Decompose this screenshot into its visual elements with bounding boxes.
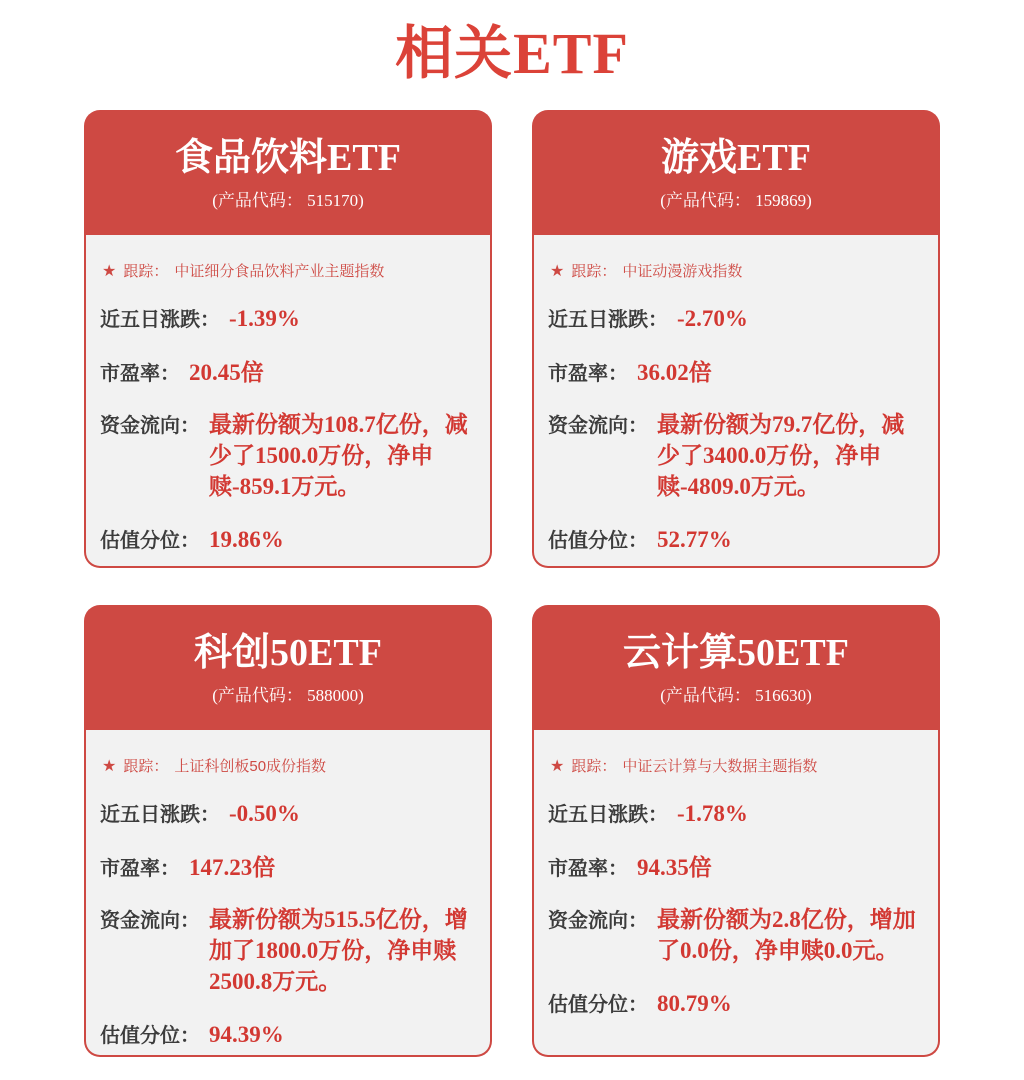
valuation-percentile-row xyxy=(548,524,924,553)
card-header xyxy=(84,110,492,235)
valuation-percentile-row xyxy=(548,988,924,1017)
fund-flow-row xyxy=(100,904,476,997)
five-day-change-value: -1.78% xyxy=(677,801,748,826)
etf-card-star50 xyxy=(84,605,492,1057)
fund-flow-row xyxy=(548,904,924,966)
card-body xyxy=(532,235,940,568)
star-icon: ★ xyxy=(550,263,565,280)
card-body xyxy=(532,730,940,1057)
pe-ratio-row xyxy=(548,354,924,387)
tracking-line xyxy=(102,758,476,776)
five-day-change-row xyxy=(548,798,924,827)
product-code: (产品代码： 159869) xyxy=(660,191,812,210)
card-header xyxy=(84,605,492,730)
five-day-change-label: 近五日涨跌： xyxy=(548,804,668,826)
product-code: (产品代码： 588000) xyxy=(212,686,364,705)
etf-name: 云计算50ETF xyxy=(623,632,849,674)
five-day-change-row xyxy=(100,798,476,827)
five-day-change-row xyxy=(100,303,476,332)
fund-flow-label: 资金流向： xyxy=(100,415,200,437)
five-day-change-row xyxy=(548,303,924,332)
tracking-label: 跟踪： xyxy=(123,758,169,775)
tracking-index: 上证科创板50成份指数 xyxy=(174,758,327,775)
valuation-percentile-value: 52.77% xyxy=(657,527,732,552)
star-icon: ★ xyxy=(102,758,117,775)
etf-cards-grid xyxy=(84,110,940,1057)
pe-ratio-value: 36.02倍 xyxy=(637,360,712,385)
five-day-change-label: 近五日涨跌： xyxy=(100,804,220,826)
star-icon: ★ xyxy=(550,758,565,775)
fund-flow-label: 资金流向： xyxy=(100,910,200,932)
tracking-label: 跟踪： xyxy=(123,263,169,280)
tracking-line xyxy=(102,263,476,281)
tracking-line xyxy=(550,263,924,281)
etf-card-cloud50 xyxy=(532,605,940,1057)
fund-flow-row xyxy=(100,409,476,502)
five-day-change-value: -2.70% xyxy=(677,306,748,331)
fund-flow-value: 最新份额为515.5亿份，增加了1800.0万份，净申赎2500.8万元。 xyxy=(209,907,468,994)
valuation-percentile-label: 估值分位： xyxy=(100,530,200,552)
product-code: (产品代码： 516630) xyxy=(660,686,812,705)
etf-name: 游戏ETF xyxy=(661,137,811,179)
five-day-change-value: -1.39% xyxy=(229,306,300,331)
card-header xyxy=(532,110,940,235)
fund-flow-value: 最新份额为2.8亿份，增加了0.0份，净申赎0.0元。 xyxy=(657,907,916,963)
pe-ratio-row xyxy=(100,849,476,882)
page-title: 相关ETF xyxy=(395,21,629,86)
tracking-index: 中证云计算与大数据主题指数 xyxy=(622,758,818,775)
pe-ratio-label: 市盈率： xyxy=(100,363,180,385)
fund-flow-row xyxy=(548,409,924,502)
fund-flow-label: 资金流向： xyxy=(548,415,648,437)
etf-card-game xyxy=(532,110,940,568)
valuation-percentile-value: 19.86% xyxy=(209,527,284,552)
tracking-label: 跟踪： xyxy=(571,758,617,775)
tracking-index: 中证细分食品饮料产业主题指数 xyxy=(174,263,385,280)
valuation-percentile-value: 94.39% xyxy=(209,1022,284,1047)
five-day-change-value: -0.50% xyxy=(229,801,300,826)
valuation-percentile-label: 估值分位： xyxy=(548,530,648,552)
fund-flow-label: 资金流向： xyxy=(548,910,648,932)
pe-ratio-label: 市盈率： xyxy=(548,363,628,385)
etf-name: 食品饮料ETF xyxy=(175,137,401,179)
card-body xyxy=(84,235,492,568)
tracking-index: 中证动漫游戏指数 xyxy=(622,263,743,280)
tracking-label: 跟踪： xyxy=(571,263,617,280)
fund-flow-value: 最新份额为79.7亿份，减少了3400.0万份，净申赎-4809.0万元。 xyxy=(657,412,905,499)
pe-ratio-label: 市盈率： xyxy=(548,858,628,880)
pe-ratio-row xyxy=(548,849,924,882)
valuation-percentile-label: 估值分位： xyxy=(100,1025,200,1047)
pe-ratio-value: 147.23倍 xyxy=(189,855,276,880)
pe-ratio-label: 市盈率： xyxy=(100,858,180,880)
star-icon: ★ xyxy=(102,263,117,280)
five-day-change-label: 近五日涨跌： xyxy=(100,309,220,331)
pe-ratio-value: 94.35倍 xyxy=(637,855,712,880)
valuation-percentile-label: 估值分位： xyxy=(548,994,648,1016)
card-body xyxy=(84,730,492,1057)
etf-name: 科创50ETF xyxy=(194,632,382,674)
tracking-line xyxy=(550,758,924,776)
valuation-percentile-value: 80.79% xyxy=(657,991,732,1016)
pe-ratio-value: 20.45倍 xyxy=(189,360,264,385)
etf-card-food-beverage xyxy=(84,110,492,568)
card-header xyxy=(532,605,940,730)
valuation-percentile-row xyxy=(100,524,476,553)
valuation-percentile-row xyxy=(100,1019,476,1048)
fund-flow-value: 最新份额为108.7亿份，减少了1500.0万份，净申赎-859.1万元。 xyxy=(209,412,468,499)
product-code: (产品代码： 515170) xyxy=(212,191,364,210)
pe-ratio-row xyxy=(100,354,476,387)
five-day-change-label: 近五日涨跌： xyxy=(548,309,668,331)
